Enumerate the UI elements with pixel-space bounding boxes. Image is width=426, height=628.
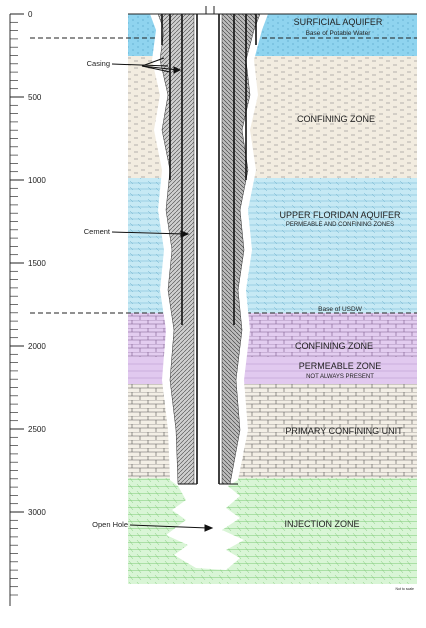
label-upper-floridan-aquifer: UPPER FLORIDAN AQUIFER: [279, 210, 401, 220]
label-casing: Casing: [86, 59, 110, 68]
label-upper-floridan-sub: PERMEABLE AND CONFINING ZONES: [285, 222, 395, 228]
label-footnote: Not to scale: [395, 587, 414, 591]
label-cement: Cement: [83, 227, 110, 236]
depth-tick-label: 500: [28, 93, 42, 102]
label-primary-confining-unit: PRIMARY CONFINING UNIT: [285, 426, 403, 436]
label-base-potable-water: Base of Potable Water: [305, 30, 371, 37]
depth-tick-label: 2000: [28, 342, 46, 351]
label-surficial-aquifer: SURFICIAL AQUIFER: [293, 17, 383, 27]
label-base-usdw: Base of USDW: [318, 306, 362, 313]
depth-tick-label: 1000: [28, 176, 46, 185]
depth-scale: [10, 10, 46, 606]
depth-tick-label: 2500: [28, 425, 46, 434]
callout-labels: [84, 59, 128, 529]
label-confining-zone-lower: CONFINING ZONE: [295, 341, 373, 351]
label-permeable-zone-sub: NOT ALWAYS PRESENT: [306, 374, 374, 380]
label-injection-zone: INJECTION ZONE: [284, 519, 360, 529]
inner-casing-bore: [199, 14, 217, 484]
label-open-hole: Open Hole: [92, 520, 128, 529]
label-confining-zone-upper: CONFINING ZONE: [297, 114, 375, 124]
depth-tick-label: 1500: [28, 259, 46, 268]
label-permeable-zone: PERMEABLE ZONE: [298, 361, 382, 371]
depth-tick-label: 0: [28, 10, 33, 19]
depth-tick-label: 3000: [28, 508, 46, 517]
